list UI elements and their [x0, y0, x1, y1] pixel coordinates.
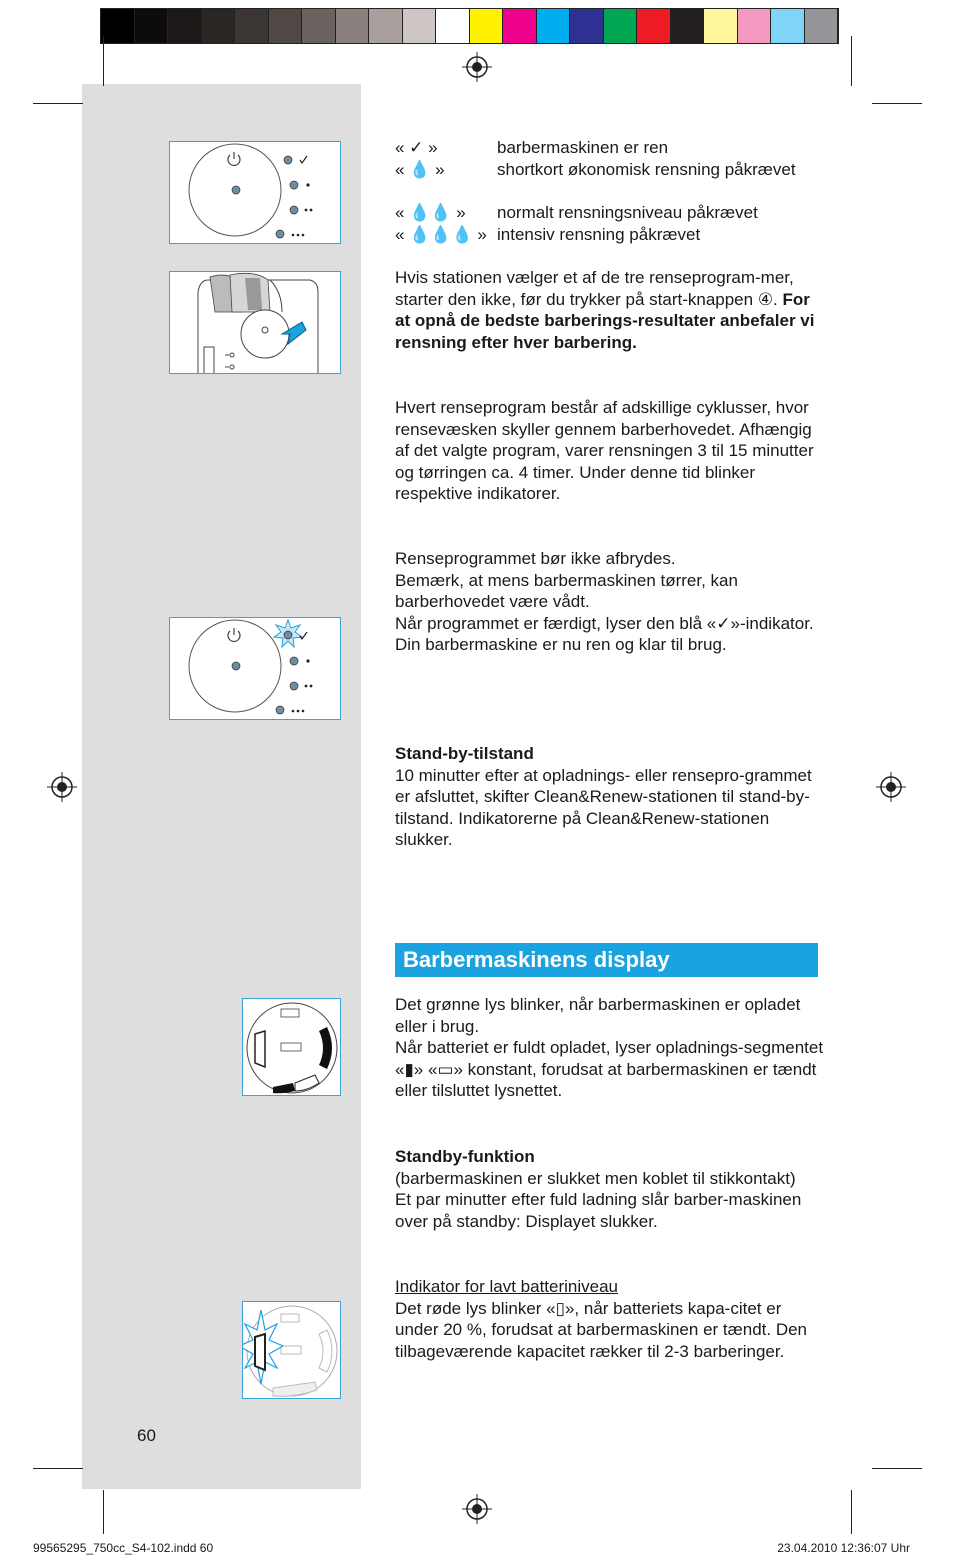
color-swatch [771, 9, 805, 43]
paragraph-text: Det røde lys blinker «▯», når batteriets kapa-citet er under 20 %, forudsat at barbermaskinen er tændt. Den tilbageværende kapacitet rækker til 2-3 barberinger. [395, 1298, 808, 1361]
color-swatch [604, 9, 638, 43]
paragraph-text: 10 minutter efter at opladnings- eller rensepro-grammet er afsluttet, skifter Clean&Renew-stationen til stand-by-tilstand. Indikatorerne på Clean&Renew-stationen slukker. [395, 765, 812, 850]
color-swatch [704, 9, 738, 43]
color-swatch [135, 9, 169, 43]
paragraph-start-program [395, 267, 825, 353]
three-drops-icon: « 💧💧💧 » [395, 225, 487, 244]
color-swatch [805, 9, 839, 43]
crop-mark [33, 103, 83, 104]
shaver-display-low-battery-figure [242, 1301, 341, 1399]
paragraph-bold: For at opnå de bedste barberings-resultater anbefaler vi rensning efter hver barbering. [395, 289, 815, 352]
color-swatch [101, 9, 135, 43]
low-battery-section [395, 1276, 825, 1362]
color-swatch [470, 9, 504, 43]
footer-file-info: 99565295_750cc_S4-102.indd 60 [33, 1541, 214, 1555]
color-swatch [369, 9, 403, 43]
two-drops-icon: « 💧💧 » [395, 203, 466, 222]
section-subtitle: Indikator for lavt batteriniveau [395, 1277, 619, 1296]
color-swatch [269, 9, 303, 43]
paragraph-do-not-interrupt [395, 548, 825, 656]
indicator-panel-figure [169, 141, 341, 244]
color-swatch [436, 9, 470, 43]
crop-mark [872, 1468, 922, 1469]
registration-mark-icon [462, 1494, 492, 1524]
color-swatch [302, 9, 336, 43]
paragraph-text: Hvis stationen vælger et af de tre renseprogram-mer, starter den ikke, før du trykker på start-knappen ④. [395, 268, 794, 309]
color-swatch [537, 9, 571, 43]
standby-function-section [395, 1146, 825, 1232]
color-swatch [168, 9, 202, 43]
indicator-panel-clean-figure [169, 617, 341, 720]
color-swatch [336, 9, 370, 43]
crop-mark [33, 1468, 83, 1469]
color-swatch [637, 9, 671, 43]
legend-text: intensiv rensning påkrævet [497, 225, 701, 244]
legend-text: normalt rensningsniveau påkrævet [497, 203, 758, 222]
paragraph-cleaning-cycles [395, 397, 825, 505]
color-swatch-bar [100, 8, 839, 44]
station-start-button-figure [169, 271, 341, 374]
page-number: 60 [137, 1426, 156, 1445]
crop-mark [103, 36, 104, 86]
section-heading: Barbermaskinens display [395, 943, 818, 977]
paragraph-text: (barbermaskinen er slukket men koblet til stikkontakt) [395, 1168, 796, 1188]
registration-mark-icon [462, 52, 492, 82]
paragraph-line: Når programmet er færdigt, lyser den blå «✓»-indikator. Din barbermaskine er nu ren og klar til brug. [395, 613, 814, 655]
color-swatch [403, 9, 437, 43]
legend-text: barbermaskinen er ren [497, 138, 669, 157]
footer-timestamp: 23.04.2010 12:36:07 Uhr [777, 1541, 910, 1555]
paragraph-text: Når batteriet er fuldt opladet, lyser opladnings-segmentet «▮» «▭» konstant, forudsat at barbermaskinen er tændt eller tilsluttet lysnettet. [395, 1038, 824, 1101]
legend-text: shortkort økonomisk rensning påkrævet [497, 160, 796, 179]
shaver-display-full-figure [242, 998, 341, 1096]
color-swatch [235, 9, 269, 43]
crop-mark [851, 36, 852, 86]
paragraph-text: Det grønne lys blinker, når barbermaskinen er opladet eller i brug. [395, 995, 801, 1036]
color-swatch [503, 9, 537, 43]
display-section [395, 994, 825, 1102]
color-swatch [202, 9, 236, 43]
color-swatch [671, 9, 705, 43]
registration-mark-icon [876, 772, 906, 802]
section-subtitle: Stand-by-tilstand [395, 744, 534, 763]
color-swatch [738, 9, 772, 43]
crop-mark [872, 103, 922, 104]
standby-station-section [395, 743, 825, 851]
paragraph-line: Bemærk, at mens barbermaskinen tørrer, kan barberhovedet være vådt. [395, 570, 738, 612]
crop-mark [103, 1490, 104, 1534]
paragraph-text: Et par minutter efter fuld ladning slår barber-maskinen over på standby: Displayet slukker. [395, 1190, 802, 1231]
drop-icon: « 💧 » [395, 160, 445, 179]
paragraph-line: Renseprogrammet bør ikke afbrydes. [395, 549, 676, 568]
check-icon: « ✓ » [395, 138, 438, 157]
registration-mark-icon [47, 772, 77, 802]
crop-mark [851, 1490, 852, 1534]
color-swatch [570, 9, 604, 43]
paragraph-text: Hvert renseprogram består af adskillige cyklusser, hvor rensevæsken skyller gennem barberhovedet. Afhængig af det valgte program, varer rensningen 3 til 15 minutter og tørringen ca. 4 timer. Under denne tid blinker respektive indikatorer. [395, 398, 814, 504]
section-subtitle: Standby-funktion [395, 1147, 535, 1166]
